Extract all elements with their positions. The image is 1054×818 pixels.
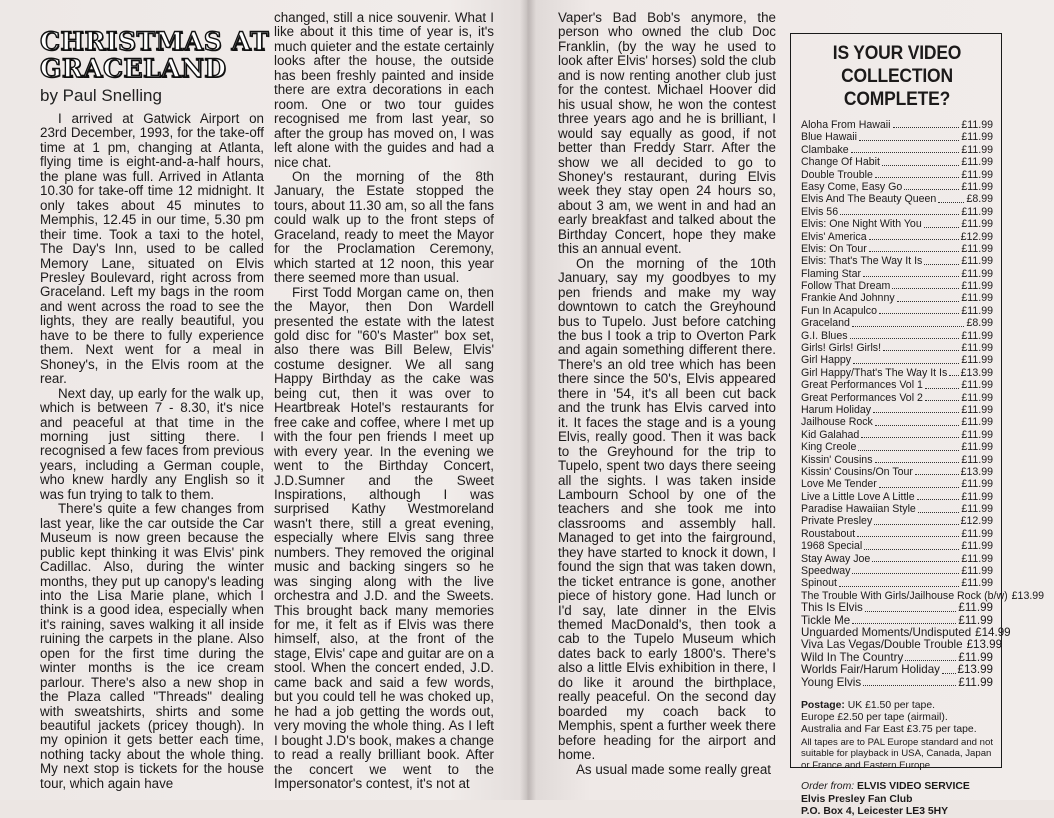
order-company: ELVIS VIDEO SERVICE: [857, 781, 970, 793]
dot-leader: [851, 140, 960, 153]
video-price: £8.99: [966, 193, 993, 206]
video-title: Worlds Fair/Harum Holiday: [801, 663, 940, 677]
video-price: £11.99: [961, 478, 993, 491]
video-price: £13.99: [960, 465, 993, 478]
video-price: £12.99: [960, 515, 993, 528]
video-title: Graceland: [801, 317, 850, 330]
video-price: £11.99: [961, 255, 993, 268]
dot-leader: [924, 252, 959, 265]
video-title: Fun In Acapulco: [801, 304, 877, 317]
dot-leader: [897, 289, 960, 302]
video-title: Harum Holiday: [801, 403, 872, 416]
dot-leader: [863, 264, 959, 277]
video-list-item: [801, 677, 993, 689]
dot-leader: [904, 177, 959, 190]
video-price: £11.99: [958, 613, 993, 627]
article-column-2: [274, 11, 494, 791]
dot-leader: [942, 661, 956, 674]
dot-leader: [893, 115, 960, 128]
dot-leader: [924, 215, 960, 228]
video-list-item: [801, 577, 993, 589]
dot-leader: [864, 537, 959, 550]
video-list-item: [801, 206, 993, 218]
video-price: £11.99: [961, 416, 993, 429]
video-price: £14.99: [975, 626, 1011, 639]
video-title: Girl Happy/That's The Way It Is: [801, 366, 948, 379]
video-title: Jailhouse Rock: [801, 416, 873, 429]
video-title: Young Elvis: [801, 675, 862, 689]
video-title: Kissin' Cousins/On Tour: [801, 465, 913, 478]
video-price: £13.99: [960, 366, 993, 379]
video-title: Paradise Hawaiian Style: [801, 503, 916, 516]
dot-leader: [858, 438, 959, 451]
video-title: This Is Elvis: [801, 601, 863, 615]
video-price: £11.99: [961, 131, 993, 144]
video-title: Elvis: That's The Way It Is: [801, 255, 923, 268]
dot-leader: [879, 475, 960, 488]
video-title: Elvis: One Night With You: [801, 218, 922, 231]
video-price: £11.99: [961, 304, 993, 317]
video-title: Great Performances Vol 1: [801, 379, 923, 392]
video-price: £11.99: [961, 143, 993, 156]
video-price: £11.99: [961, 180, 993, 193]
video-price: £11.99: [961, 490, 993, 503]
article-paragraph: First Todd Morgan came on, then the Mayor, then Don Wardell presented the estate with the latest gold disc for "60's Master" box set, also there was Bill Belew, Elvis' costume designer. We all sang Happy Birthday as the cake was being cut, then it was over to Heartbreak Hotel's restaurants for free cake and coffee, where I met up with the four pen friends I meet up with every year. In the evening we went to the Birthday Concert, J.D.Sumner and the Sweet Inspirations, although I was surprised Kathy Westmoreland wasn't there, still a great evening, especially where Elvis sang three numbers. They removed the original music and backing singers so he was singing along with the live orchestra and J.D. and the Sweets. This brought back many memories for me, it felt as if Elvis was there himself, also, at the front of the stage, Elvis' cape and guitar are on a stool. When the concert ended, J.D. came back and said a few words, but you could tell he was choked up, he had a job getting the words out, very moving the whole thing. As I left I bought J.D's book, makes a change to read a really brilliant book. After the concert we went to the Impersonator's contest, it's not at: [274, 284, 494, 792]
article-column-1: [40, 112, 264, 791]
right-page: [527, 0, 1054, 817]
video-title: Roustabout: [801, 527, 856, 540]
video-list-item: [801, 354, 993, 366]
video-price: £11.99: [961, 354, 993, 367]
video-title: Stay Away Joe: [801, 552, 871, 565]
video-title: Viva Las Vegas/Double Trouble: [801, 638, 963, 652]
order-info: [801, 781, 993, 818]
video-title: Kissin' Cousins: [801, 453, 873, 466]
video-price: £11.99: [958, 601, 993, 615]
video-title: Blue Hawaii: [801, 131, 857, 144]
dot-leader: [865, 599, 957, 612]
dot-leader: [863, 673, 956, 686]
video-list-item: [801, 638, 1003, 652]
video-price: £11.99: [961, 527, 993, 540]
article-paragraph: There's quite a few changes from last year, like the car outside the Car Museum is now green because the public kept thinking it was Elvis' pink Cadillac. Also, during the winter months, they put up canopy's leading into the Lisa Marie plane, which I think is a good idea, especially when it's raining, saves walking it all inside ruining the carpets in the plane. Also open for the first time during the winter months is the ice cream parlour. There's also a new shop in the Plaza called "Threads" dealing with sweatshirts, shirts and some beautiful jackets (pricey though). In my opinion it gets better each time, nothing tacky about the whole thing. My next stop is tickets for the house tour, which again have: [40, 501, 264, 791]
dot-leader: [852, 561, 959, 574]
dot-leader: [917, 487, 960, 500]
video-title: Spinout: [801, 577, 837, 590]
order-address: P.O. Box 4, Leicester LE3 5HY: [801, 805, 949, 817]
video-title: Private Presley: [801, 515, 873, 528]
video-title: Change Of Habit: [801, 156, 880, 169]
dot-leader: [839, 574, 959, 587]
dot-leader: [892, 276, 959, 289]
video-title: The Trouble With Girls/Jailhouse Rock (b/w): [801, 589, 1008, 602]
dot-leader: [883, 338, 959, 351]
video-price: £11.99: [961, 552, 993, 565]
advert-headline-line-2: COLLECTION COMPLETE?: [841, 66, 953, 110]
video-title: G.I. Blues: [801, 329, 848, 342]
dot-leader: [905, 648, 956, 661]
article-title: [40, 28, 280, 82]
order-club: Elvis Presley Fan Club: [801, 793, 913, 805]
advert-headline: [809, 42, 986, 111]
video-price: £11.99: [961, 379, 993, 392]
page-gutter: [520, 0, 536, 800]
dot-leader: [925, 388, 959, 401]
video-price: £8.99: [966, 317, 993, 330]
video-title: Elvis 56: [801, 205, 839, 218]
video-price: £13.99: [966, 638, 1003, 652]
video-price: £11.99: [961, 329, 993, 342]
article-paragraph: On the morning of the 8th January, the Estate stopped the tours, about 11.30 am, so all the fans could walk up to the front steps of Graceland, ready to meet the Mayor for the Proclamation Ceremony, which started at 12 noon, this year there seemed more than usual.: [274, 168, 494, 286]
article-paragraph: On the morning of the 10th January, say my goodbyes to my pen friends and make my way downtown to catch the Greyhound bus to Tupelo. Just before catching the bus I took a trip to Overton Park and again something different there. There's an old tree which has been there since the 50's, Elvis appeared there in '54, it's all been cut back and the trunk has Elvis carved into it. It faces the stage and is a young Elvis, really good. Then it was back to the Greyhound for the trip to Tupelo, spent two days there seeing all the sights. I was taken inside Lambourn School by one of the teachers and she took me into classrooms and assembly hall. Managed to get into the fairground, they have started to knock it down, I found the sign that was taken down, the ticket entrance is gone, another piece of history gone. Had lunch or I'd say, late dinner in the Elvis themed MacDonald's, then took a cab to the Tupelo Museum which dates back to early 1800's. There's also a little Elvis exhibition in there, I do like it around the birthplace, really peaceful. On the second day boarded my coach back to Memphis, spent a further week there before heading for the airport and home.: [558, 255, 776, 763]
video-title: Flaming Star: [801, 267, 862, 280]
video-title: King Creole: [801, 441, 857, 454]
video-price: £11.99: [961, 453, 993, 466]
postage-label: Postage:: [801, 699, 845, 711]
video-price: £11.99: [961, 565, 993, 578]
dot-leader: [873, 400, 959, 413]
video-title: Love Me Tender: [801, 478, 877, 491]
video-list-item: [801, 491, 993, 503]
dot-leader: [852, 611, 956, 624]
article-column-3: [558, 11, 776, 777]
dot-leader: [857, 524, 959, 537]
video-title: Follow That Dream: [801, 280, 891, 293]
article-paragraph: Next day, up early for the walk up, which is between 7 - 8.30, it's nice and peaceful at that time in the morning just sitting there. I recognised a few faces from previous years, including a German couple, who knew hardly any English so it was fun trying to talk to them.: [40, 385, 264, 502]
video-price-list: [801, 118, 1045, 689]
video-price: £11.99: [961, 540, 993, 553]
dot-leader: [852, 314, 965, 327]
dot-leader: [859, 128, 959, 141]
video-list-item: [801, 379, 993, 391]
video-price: £11.99: [961, 168, 993, 181]
byline: by Paul Snelling: [40, 86, 162, 105]
video-title: 1968 Special: [801, 540, 863, 553]
video-title: Tickle Me: [801, 613, 851, 627]
dot-leader: [850, 326, 960, 339]
video-title: Unguarded Moments/Undisputed: [801, 626, 972, 639]
left-page: [0, 0, 527, 800]
video-price: £13.99: [1011, 589, 1045, 602]
dot-leader: [918, 500, 960, 513]
dot-leader: [875, 165, 960, 178]
video-price: £11.99: [961, 267, 993, 280]
article-paragraph: I arrived at Gatwick Airport on 23rd December, 1993, for the take-off time at 1 pm, changing at Atlanta, flying time is eight-and-a-half hours, the plane was full. Arrived in Atlanta 10.30 for take-off time 12 midnight. It only takes about 45 minutes to Memphis, 12.45 in our time, 5.30 pm their time. Took a taxi to the hotel, The Day's Inn, used to be called Memory Lane, situated on Elvis Presley Boulevard, right across from Graceland. Left my bags in the room and went across the road to see the lights, they are really beautiful, you have to be there to fully experience them. Next went for a meal in Shoney's, in the Elvis room at the rear.: [40, 111, 264, 387]
video-price: £11.99: [961, 118, 993, 131]
pal-note: All tapes are to PAL Europe standard and not suitable for playback in USA, Canada, Japan or France and Eastern Europe.: [801, 736, 994, 771]
dot-leader: [861, 425, 959, 438]
postage-info: [801, 700, 993, 771]
video-list-item: [801, 243, 993, 255]
video-price: £11.99: [961, 342, 993, 355]
video-title: Live a Little Love A Little: [801, 490, 915, 503]
video-price: £11.99: [961, 428, 993, 441]
postage-europe: Europe £2.50 per tape (airmail).: [801, 712, 948, 724]
video-title: Girl Happy: [801, 354, 852, 367]
video-price: £11.99: [958, 650, 993, 664]
video-price: £11.99: [961, 441, 993, 454]
postage-far-east: Australia and Far East £3.75 per tape.: [801, 724, 977, 736]
video-title: Elvis And The Beauty Queen: [801, 193, 937, 206]
dot-leader: [875, 413, 960, 426]
dot-leader: [840, 202, 959, 215]
video-list-item: [801, 169, 993, 181]
video-title: Kid Galahad: [801, 428, 860, 441]
dot-leader: [853, 351, 959, 364]
article-paragraph: Vaper's Bad Bob's anymore, the person who owned the club Doc Franklin, (by the way he used to look after Elvis' horses) sold the club and is now renting another club just for the contest. Michael Hoover did his usual show, he won the contest three years ago and he is brilliant, I would say equally as good, if not better than Freddy Starr. After the show we all decided to go to Shoney's restaurant, during Elvis week they stay open 24 hours so, about 3 am, we went in and had an early breakfast and talked about the Birthday Concert, hope they make this an annual event.: [558, 10, 776, 257]
video-price: £11.99: [961, 403, 993, 416]
dot-leader: [879, 301, 959, 314]
dot-leader: [869, 239, 960, 252]
video-price: £11.99: [961, 292, 993, 305]
video-price: £11.99: [961, 391, 993, 404]
video-price: £11.99: [961, 205, 993, 218]
video-title: Easy Come, Easy Go: [801, 180, 903, 193]
dot-leader: [938, 190, 964, 203]
video-title: Clambake: [801, 143, 849, 156]
order-label: Order from:: [801, 781, 855, 793]
video-list-item: [801, 454, 993, 466]
video-title: Double Trouble: [801, 168, 873, 181]
video-price: £12.99: [960, 230, 993, 243]
video-title: Elvis: On Tour: [801, 242, 867, 255]
dot-leader: [925, 376, 959, 389]
advert-headline-line-1: IS YOUR VIDEO: [832, 43, 962, 64]
video-price: £11.99: [961, 242, 993, 255]
video-title: Girls! Girls! Girls!: [801, 342, 882, 355]
video-price: £11.99: [961, 280, 993, 293]
title-line-2: GRACELAND: [40, 54, 227, 83]
postage-uk: UK £1.50 per tape.: [847, 699, 936, 711]
video-price: £11.99: [961, 577, 993, 590]
video-price: £13.99: [957, 663, 993, 677]
dot-leader: [882, 153, 959, 166]
title-line-1: CHRISTMAS AT: [40, 27, 270, 56]
video-price: £11.99: [961, 503, 993, 516]
video-title: Great Performances Vol 2: [801, 391, 923, 404]
video-list-item: [801, 478, 993, 490]
video-title: Aloha From Hawaii: [801, 118, 891, 131]
article-paragraph: changed, still a nice souvenir. What I like about it this time of year is, it's much quieter and the estate certainly looks after the house, the outside has been freshly painted and inside there are extra decorations in each room. One or two tour guides recognised me from last year, so after the group has moved on, I was left alone with the guides and had a nice chat.: [274, 10, 494, 170]
video-price: £11.99: [961, 156, 993, 169]
video-price: £11.99: [958, 675, 993, 689]
article-paragraph: As usual made some really great: [576, 761, 772, 777]
dot-leader: [875, 450, 960, 463]
dot-leader: [915, 462, 959, 475]
video-title: Elvis' America: [801, 230, 867, 243]
dot-leader: [874, 512, 958, 525]
video-title: Wild In The Country: [801, 650, 904, 664]
dot-leader: [872, 549, 959, 562]
dot-leader: [869, 227, 959, 240]
video-list-item: [801, 367, 993, 379]
dot-leader: [949, 363, 958, 376]
video-title: Speedway: [801, 565, 851, 578]
video-title: Frankie And Johnny: [801, 292, 895, 305]
video-price: £11.99: [961, 218, 993, 231]
video-advert: [790, 33, 1045, 817]
